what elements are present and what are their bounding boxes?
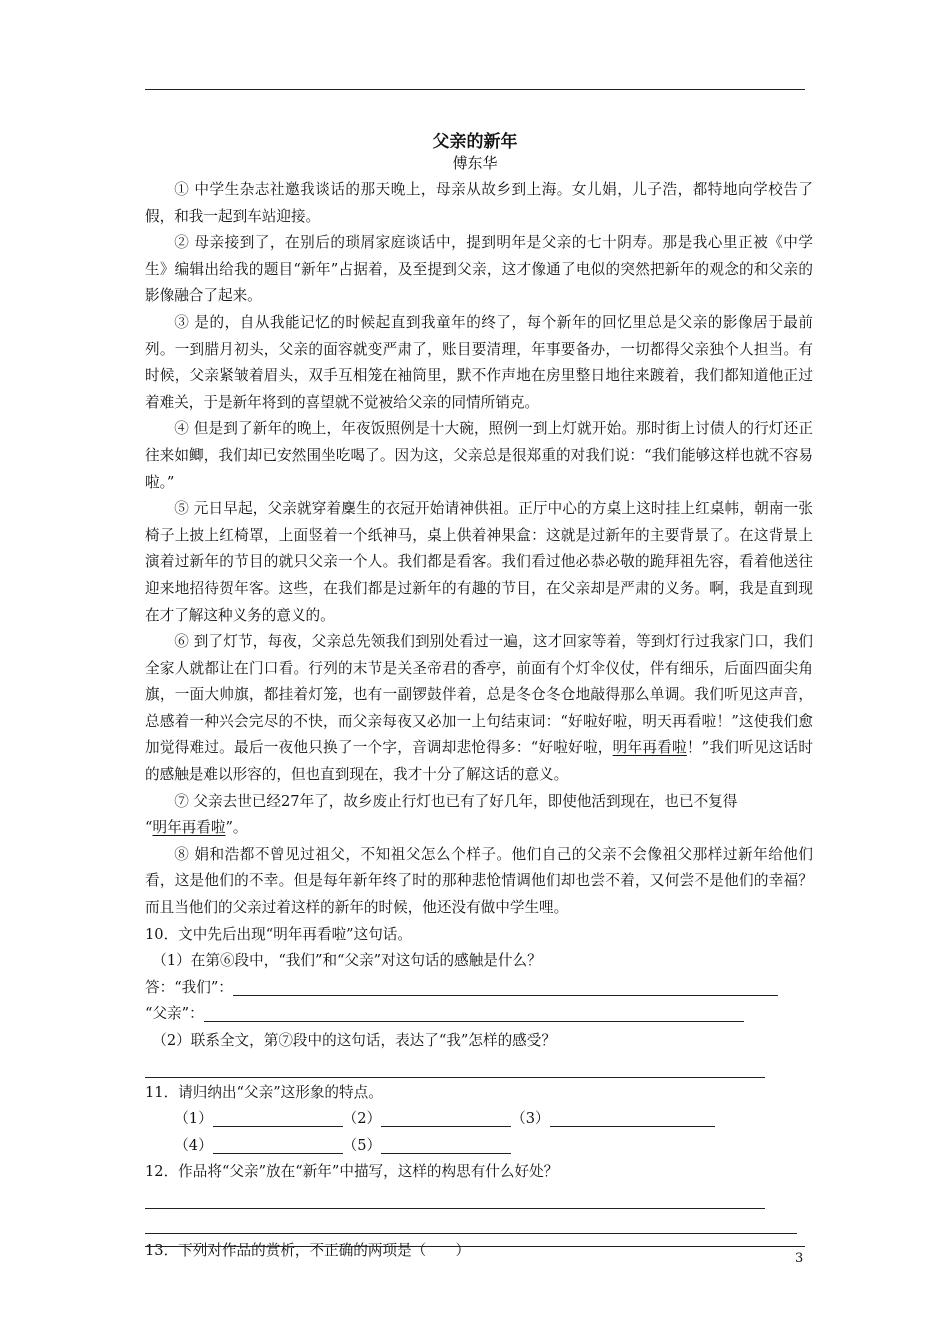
- q11-blank-row-1: [145, 1106, 813, 1133]
- paragraph-3: ③ 是的，自从我能记忆的时候起直到我童年的终了，每个新年的回忆里总是父亲的影像居于最前列。一到腊月初头，父亲的面容就变严肃了，账目要清理，年事要备办，一切都得父亲独个人担当。有时候，父亲紧皱着眉头，双手互相笼在袖筒里，默不作声地在房里整日地往来踱着，我们都知道他正过着难关，于是新年将到的喜望就不觉被给父亲的同情所销克。: [145, 313, 813, 411]
- paragraph-7-text: ⑦ 父亲去世已经27年了，故乡废止行灯也已有了好几年，即使他活到现在，也已不复得: [174, 792, 738, 810]
- question-11: 11．请归纳出“父亲”这形象的特点。: [145, 1083, 383, 1101]
- article-title: 父亲的新年: [432, 132, 518, 152]
- underlined-phrase: 明年再看啦: [152, 819, 226, 837]
- answer-label-father: “父亲”：: [145, 1005, 204, 1023]
- blank-1[interactable]: [213, 1108, 343, 1127]
- answer-blank-father[interactable]: [204, 1003, 744, 1022]
- blank-label-1: （1）: [174, 1110, 213, 1128]
- question-10: 10．文中先后出现“明年再看啦”这句话。: [145, 925, 412, 943]
- blank-label-5: （5）: [342, 1136, 382, 1154]
- blank-5[interactable]: [381, 1135, 511, 1154]
- paragraph-6: [145, 629, 813, 789]
- quote-close: ”。: [225, 819, 248, 837]
- question-10-2: （2）联系全文，第⑦段中的这句话，表达了“我”怎样的感受？: [152, 1032, 556, 1049]
- paragraph-5: ⑤ 元日早起，父亲就穿着麇生的衣冠开始请神供祖。正厅中心的方桌上这时挂上红桌帏，朝南一张椅子上披上红椅罩，上面竖着一个纸神马，桌上供着神果盒：这就是过新年的主要背景了。在这背景上演着过新年的节目的就只父亲一个人。我们都是看客。我们看过他必恭必敬的跪拜祖先容，看着他送往迎来地招待贺年客。这些，在我们都是过新年的有趣的节目，在父亲却是严肃的义务。啊，我是直到现在才了解这种义务的意义的。: [145, 500, 813, 624]
- paragraph-1: ① 中学生杂志社邀我谈话的那天晚上，母亲从故乡到上海。女儿娟，儿子浩，都特地向学校告了假，和我一起到车站迎接。: [145, 181, 813, 225]
- blank-label-4: （4）: [174, 1136, 213, 1154]
- answer-label-we: 答：“我们”：: [145, 978, 233, 996]
- q11-blank-row-2: [145, 1133, 813, 1160]
- answer-blank-we[interactable]: [233, 977, 778, 996]
- header-rule: [145, 89, 805, 90]
- answer-row-we: [145, 975, 813, 1002]
- answer-line-10-2[interactable]: [145, 1055, 765, 1078]
- answer-row-father: [145, 1001, 813, 1028]
- blank-label-2: （2）: [342, 1110, 382, 1128]
- blank-4[interactable]: [213, 1135, 343, 1154]
- blank-3[interactable]: [550, 1108, 715, 1127]
- article-body: [145, 177, 813, 1265]
- blank-label-3: （3）: [511, 1110, 550, 1128]
- article-author: 傅东华: [452, 154, 498, 172]
- footer-rule: [145, 1246, 805, 1247]
- underlined-phrase: 明年再看啦: [612, 739, 687, 757]
- paragraph-8: ⑧ 娟和浩都不曾见过祖父，不知祖父怎么个样子。他们自己的父亲不会像祖父那样过新年给他们看，这是他们的不幸。但是每年新年终了时的那种悲怆情调他们却也尝不着，又何尝不是他们的幸福？而且当他们的父亲过着这样的新年的时候，他还没有做中学生哩。: [145, 845, 813, 917]
- answer-line-12-b[interactable]: [145, 1211, 797, 1234]
- blank-2[interactable]: [381, 1108, 511, 1127]
- paragraph-4: ④ 但是到了新年的晚上，年夜饭照例是十大碗，照例一到上灯就开始。那时街上讨债人的行灯还正往来如鲫，我们却已安然围坐吃喝了。因为这，父亲总是很郑重的对我们说：“我们能够这样也就不容易啦。”: [145, 420, 813, 491]
- answer-line-12-a[interactable]: [145, 1186, 765, 1209]
- page-number: 3: [795, 1251, 804, 1266]
- quote-open: “: [145, 819, 153, 837]
- paragraph-7: [145, 789, 813, 842]
- paragraph-2: ② 母亲接到了，在别后的琐屑家庭谈话中，提到明年是父亲的七十阴寿。那是我心里正被《中学生》编辑出给我的题目“新年”占据着，及至提到父亲，这才像通了电似的突然把新年的观念的和父亲的影像融合了起来。: [145, 234, 813, 305]
- question-10-1: （1）在第⑥段中，“我们”和“父亲”对这句话的感触是什么？: [152, 952, 542, 970]
- question-13: 13．下列对作品的赏析，不正确的两项是（ ）: [145, 1241, 471, 1259]
- paragraph-6-part-3: ！”我们听见这话时的感触是难以形容的，但也直到现在，我才十分了解这话的意义。: [145, 739, 813, 784]
- question-12: 12．作品将“父亲”放在“新年”中描写，这样的构思有什么好处？: [145, 1163, 559, 1181]
- paragraph-6-part-1: ⑥ 到了灯节，每夜，父亲总先领我们到别处看过一遍，这才回家等着，等到灯行过我家门口，我们全家人就都让在门口看。行列的末节是关圣帝君的香亭，前面有个灯伞仪仗，伴有细乐，后面四面尖角旗，一面大帅旗，都挂着灯笼，也有一副锣鼓伴着，总是冬仓冬仓地敲得那么单调。我们听见这声音，总感着一种兴会完尽的不快，而父亲每夜又必加一上句结束词：“好啦好啦，明天再看啦！”这使我们愈加觉得难过。最后一夜他只换了一个字，音调却悲怆得多：“好啦好啦，: [145, 633, 813, 757]
